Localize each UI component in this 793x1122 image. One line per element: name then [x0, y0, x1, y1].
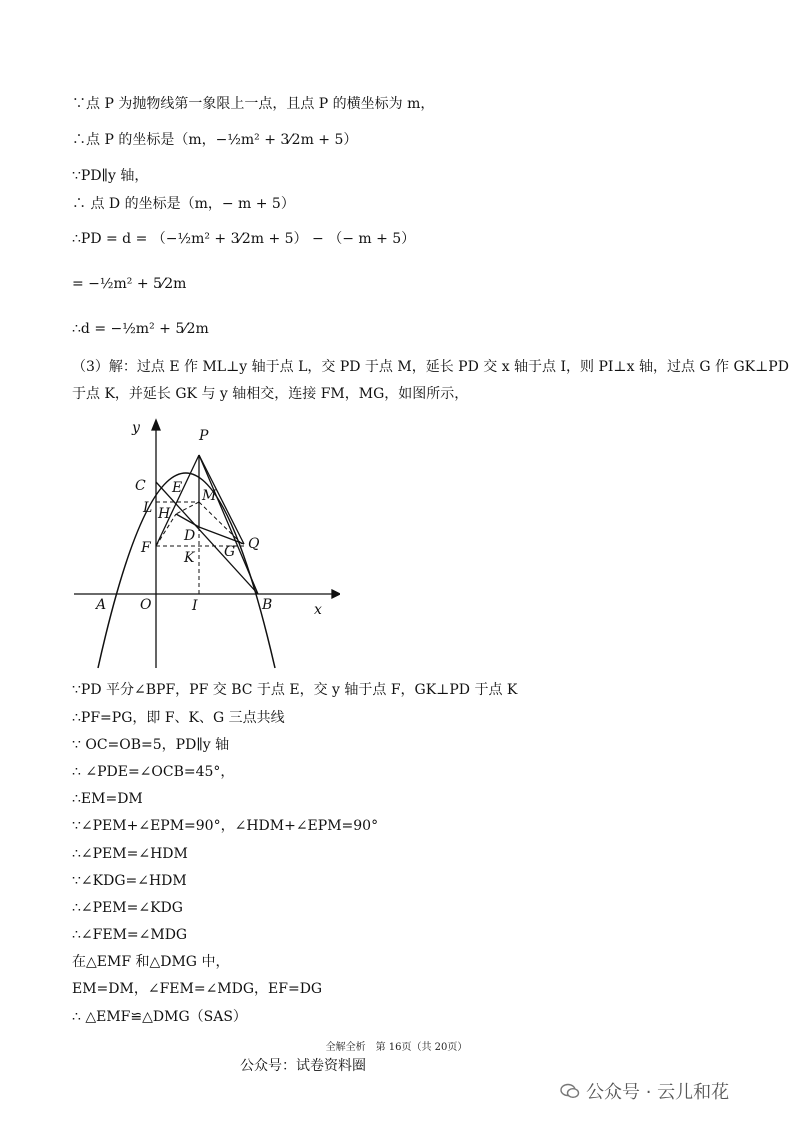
- label-d: D: [184, 528, 196, 544]
- label-l: L: [143, 500, 153, 516]
- line-10: ∵PD 平分∠BPF，PF 交 BC 于点 E，交 y 轴于点 F，GK⊥PD 于点 K: [72, 682, 518, 698]
- watermark-text: 公众号 · 云儿和花: [586, 1082, 730, 1103]
- line-1: ∵点 P 为抛物线第一象限上一点，且点 P 的横坐标为 m，: [72, 96, 435, 112]
- line-2: ∴点 P 的坐标是（m，−½m² + 3⁄2m + 5）: [72, 132, 358, 148]
- label-x: x: [314, 602, 322, 618]
- line-7: ∴d = −½m² + 5⁄2m: [72, 321, 209, 337]
- label-c: C: [135, 478, 146, 494]
- line-21: EM=DM，∠FEM=∠MDG，EF=DG: [72, 981, 323, 997]
- label-h: H: [158, 506, 171, 522]
- watermark: [560, 1078, 729, 1104]
- line-22: ∴ △EMF≌△DMG（SAS）: [72, 1009, 247, 1025]
- label-e: E: [172, 480, 183, 496]
- line-12: ∵ OC=OB=5，PD∥y 轴: [72, 737, 230, 753]
- line-15: ∵∠PEM+∠EPM=90°，∠HDM+∠EPM=90°: [72, 818, 379, 834]
- label-k: K: [184, 550, 195, 566]
- line-11: ∴PF=PG，即 F、K、G 三点共线: [72, 710, 285, 726]
- account-name: 公众号：试卷资料圈: [240, 1058, 366, 1074]
- label-f: F: [141, 540, 151, 556]
- line-9: 于点 K，并延长 GK 与 y 轴相交，连接 FM，MG，如图所示，: [72, 386, 469, 402]
- line-19: ∴∠FEM=∠MDG: [72, 927, 188, 943]
- line-17: ∵∠KDG=∠HDM: [72, 873, 187, 889]
- parabola-figure: [70, 416, 340, 671]
- page-footer: 全解全析 第 16页（共 20页）: [325, 1042, 468, 1053]
- line-8: （3）解：过点 E 作 ML⊥y 轴于点 L，交 PD 于点 M，延长 PD 交 x 轴于点 I，则 PI⊥x 轴，过点 G 作 GK⊥PD: [72, 359, 789, 375]
- line-3: ∵PD∥y 轴，: [72, 168, 149, 184]
- label-a: A: [96, 597, 107, 613]
- line-18: ∴∠PEM=∠KDG: [72, 900, 183, 916]
- label-g: G: [224, 544, 236, 560]
- line-14: ∴EM=DM: [72, 791, 143, 807]
- label-i: I: [192, 598, 198, 614]
- label-o: O: [140, 597, 152, 613]
- line-5: ∴PD = d = （−½m² + 3⁄2m + 5） − （− m + 5）: [72, 231, 416, 247]
- y-axis-arrow: [152, 420, 160, 430]
- line-20: 在△EMF 和△DMG 中，: [72, 954, 230, 970]
- line-6: = −½m² + 5⁄2m: [72, 276, 187, 292]
- line-pb: [199, 455, 258, 594]
- line-4: ∴ 点 D 的坐标是（m，− m + 5）: [72, 196, 295, 212]
- line-13: ∴ ∠PDE=∠OCB=45°，: [72, 764, 235, 780]
- label-y: y: [132, 420, 140, 436]
- line-16: ∴∠PEM=∠HDM: [72, 846, 188, 862]
- label-p: P: [199, 428, 209, 444]
- x-axis-arrow: [332, 590, 340, 598]
- label-m: M: [202, 488, 217, 504]
- wechat-icon: [560, 1083, 580, 1099]
- label-b: B: [262, 597, 273, 613]
- label-q: Q: [248, 536, 260, 552]
